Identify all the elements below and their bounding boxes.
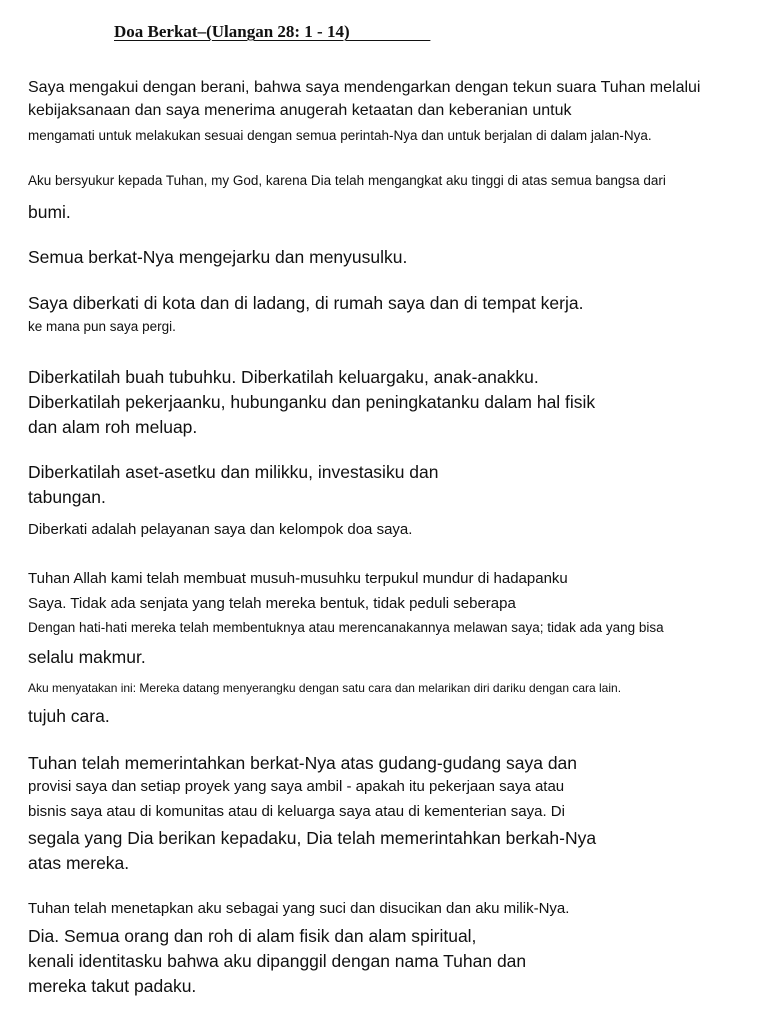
text-line: kebijaksanaan dan saya menerima anugerah ketaatan dan keberanian untuk [28, 102, 572, 119]
text-line: Saya. Tidak ada senjata yang telah mereka bentuk, tidak peduli seberapa [28, 595, 516, 612]
text-line: Dia. Semua orang dan roh di alam fisik dan alam spiritual, [28, 926, 477, 946]
text-line: Diberkatilah pekerjaanku, hubunganku dan peningkatanku dalam hal fisik [28, 392, 596, 412]
text-line: Aku menyatakan ini: Mereka datang menyerangku dengan satu cara dan melarikan diri dariku dengan cara lain. [28, 681, 622, 695]
text-line: provisi saya dan setiap proyek yang saya ambil - apakah itu pekerjaan saya atau [28, 778, 565, 795]
text-line: segala yang Dia berikan kepadaku, Dia telah memerintahkan berkah-Nya [28, 828, 597, 848]
text-line: Tuhan Allah kami telah membuat musuh-musuhku terpukul mundur di hadapanku [28, 570, 568, 587]
text-line: Tuhan telah memerintahkan berkat-Nya atas gudang-gudang saya dan [28, 753, 578, 773]
text-line: atas mereka. [28, 853, 130, 873]
text-line: mereka takut padaku. [28, 976, 197, 996]
text-line: Semua berkat-Nya mengejarku dan menyusulku. [28, 247, 408, 267]
text-line: Diberkatilah aset-asetku dan milikku, investasiku dan [28, 462, 439, 482]
text-line: Diberkatilah buah tubuhku. Diberkatilah keluargaku, anak-anakku. [28, 367, 539, 387]
text-line: ke mana pun saya pergi. [28, 319, 176, 334]
text-line: selalu makmur. [28, 647, 146, 667]
text-line: tujuh cara. [28, 706, 110, 726]
text-line: Tuhan telah menetapkan aku sebagai yang suci dan disucikan dan aku milik-Nya. [28, 900, 570, 917]
text-line: Saya mengakui dengan berani, bahwa saya mendengarkan dengan tekun suara Tuhan melalui [28, 79, 701, 96]
text-line: Aku bersyukur kepada Tuhan, my God, karena Dia telah mengangkat aku tinggi di atas semua bangsa dari [28, 173, 666, 188]
text-line: kenali identitasku bahwa aku dipanggil dengan nama Tuhan dan [28, 951, 527, 971]
text-line: bumi. [28, 202, 71, 222]
text-line: tabungan. [28, 487, 106, 507]
document-title: Doa Berkat–(Ulangan 28: 1 - 14) [114, 22, 431, 41]
text-line: mengamati untuk melakukan sesuai dengan semua perintah-Nya dan untuk berjalan di dalam jalan-Nya. [28, 128, 652, 143]
text-line: bisnis saya atau di komunitas atau di keluarga saya atau di kementerian saya. Di [28, 803, 565, 820]
text-line: Saya diberkati di kota dan di ladang, di rumah saya dan di tempat kerja. [28, 293, 584, 313]
text-line: Dengan hati-hati mereka telah membentuknya atau merencanakannya melawan saya; tidak ada yang bisa [28, 620, 664, 635]
text-line: dan alam roh meluap. [28, 417, 198, 437]
text-line: Diberkati adalah pelayanan saya dan kelompok doa saya. [28, 521, 413, 538]
